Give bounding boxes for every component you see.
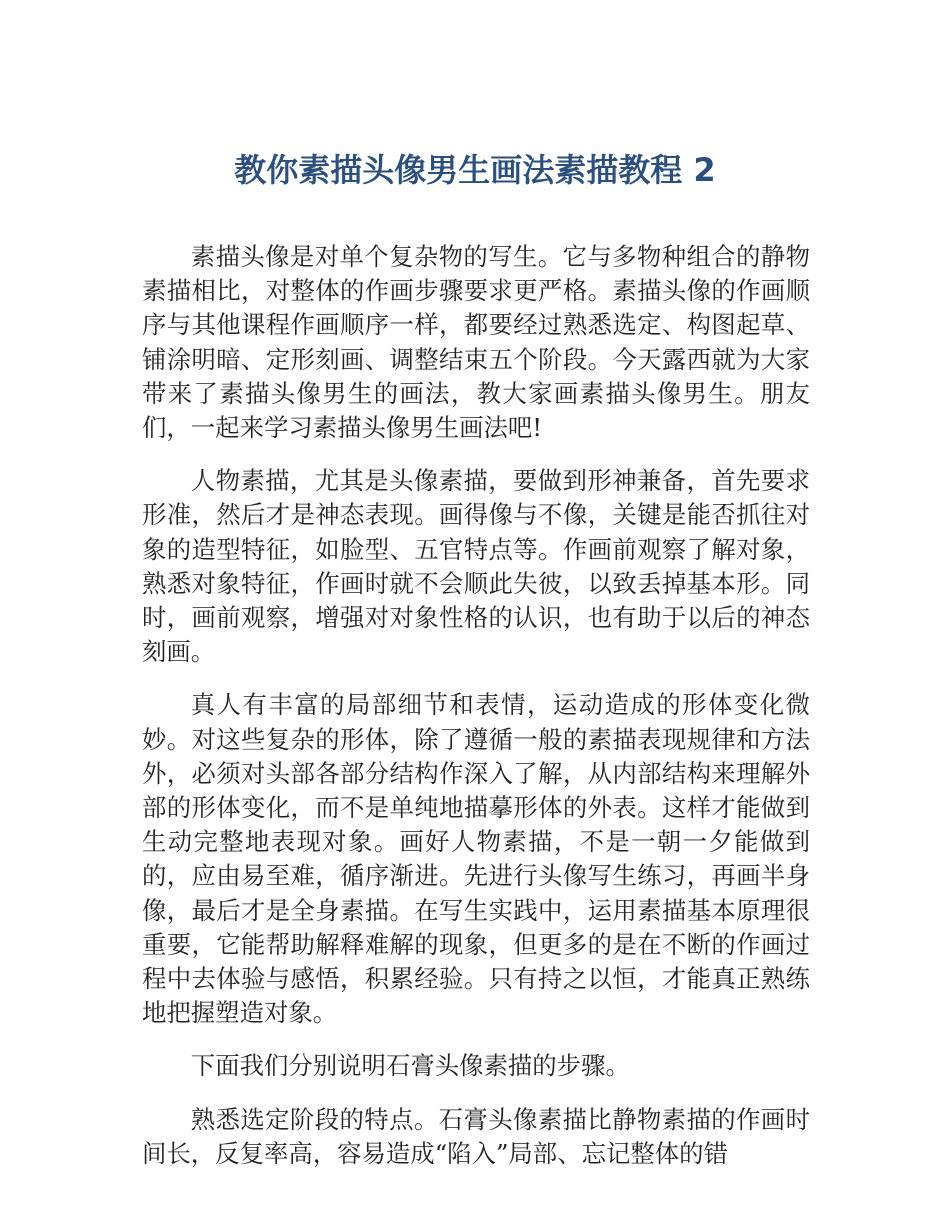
paragraph-familiarize-stage: 熟悉选定阶段的特点。石膏头像素描比静物素描的作画时间长，反复率高，容易造成“陷入”局部、忘记整体的错 <box>142 1104 810 1168</box>
paragraph-intro: 素描头像是对单个复杂物的写生。它与多物种组合的静物素描相比，对整体的作画步骤要求更严格。素描头像的作画顺序与其他课程作画顺序一样，都要经过熟悉选定、构图起草、铺涂明暗、定形刻画、调整结束五个阶段。今天露西就为大家带来了素描头像男生的画法，教大家画素描头像男生。朋友们，一起来学习素描头像男生画法吧! <box>142 242 810 443</box>
paragraph-portrait-accuracy: 人物素描，尤其是头像素描，要做到形神兼备，首先要求形准，然后才是神态表现。画得像与不像，关键是能否抓往对象的造型特征，如脸型、五官特点等。作画前观察了解对象，熟悉对象特征，作画时就不会顺此失彼，以致丢掉基本形。同时，画前观察，增强对对象性格的认识，也有助于以后的神态刻画。 <box>142 466 810 667</box>
document-body <box>142 240 810 1190</box>
page-title: 教你素描头像男生画法素描教程 2 <box>234 151 716 189</box>
paragraph-real-person-detail: 真人有丰富的局部细节和表情，运动造成的形体变化微妙。对这些复杂的形体，除了遵循一般的素描表现规律和方法外，必须对头部各部分结构作深入了解，从内部结构来理解外部的形体变化，而不是单纯地描摹形体的外表。这样才能做到生动完整地表现对象。画好人物素描，不是一朝一夕能做到的，应由易至难，循序渐进。先进行头像写生练习，再画半身像，最后才是全身素描。在写生实践中，运用素描基本原理很重要，它能帮助解释难解的现象，但更多的是在不断的作画过程中去体验与感悟，积累经验。只有持之以恒，才能真正熟练地把握塑造对象。 <box>142 690 810 1028</box>
paragraph-steps-intro: 下面我们分别说明石膏头像素描的步骤。 <box>190 1051 630 1081</box>
